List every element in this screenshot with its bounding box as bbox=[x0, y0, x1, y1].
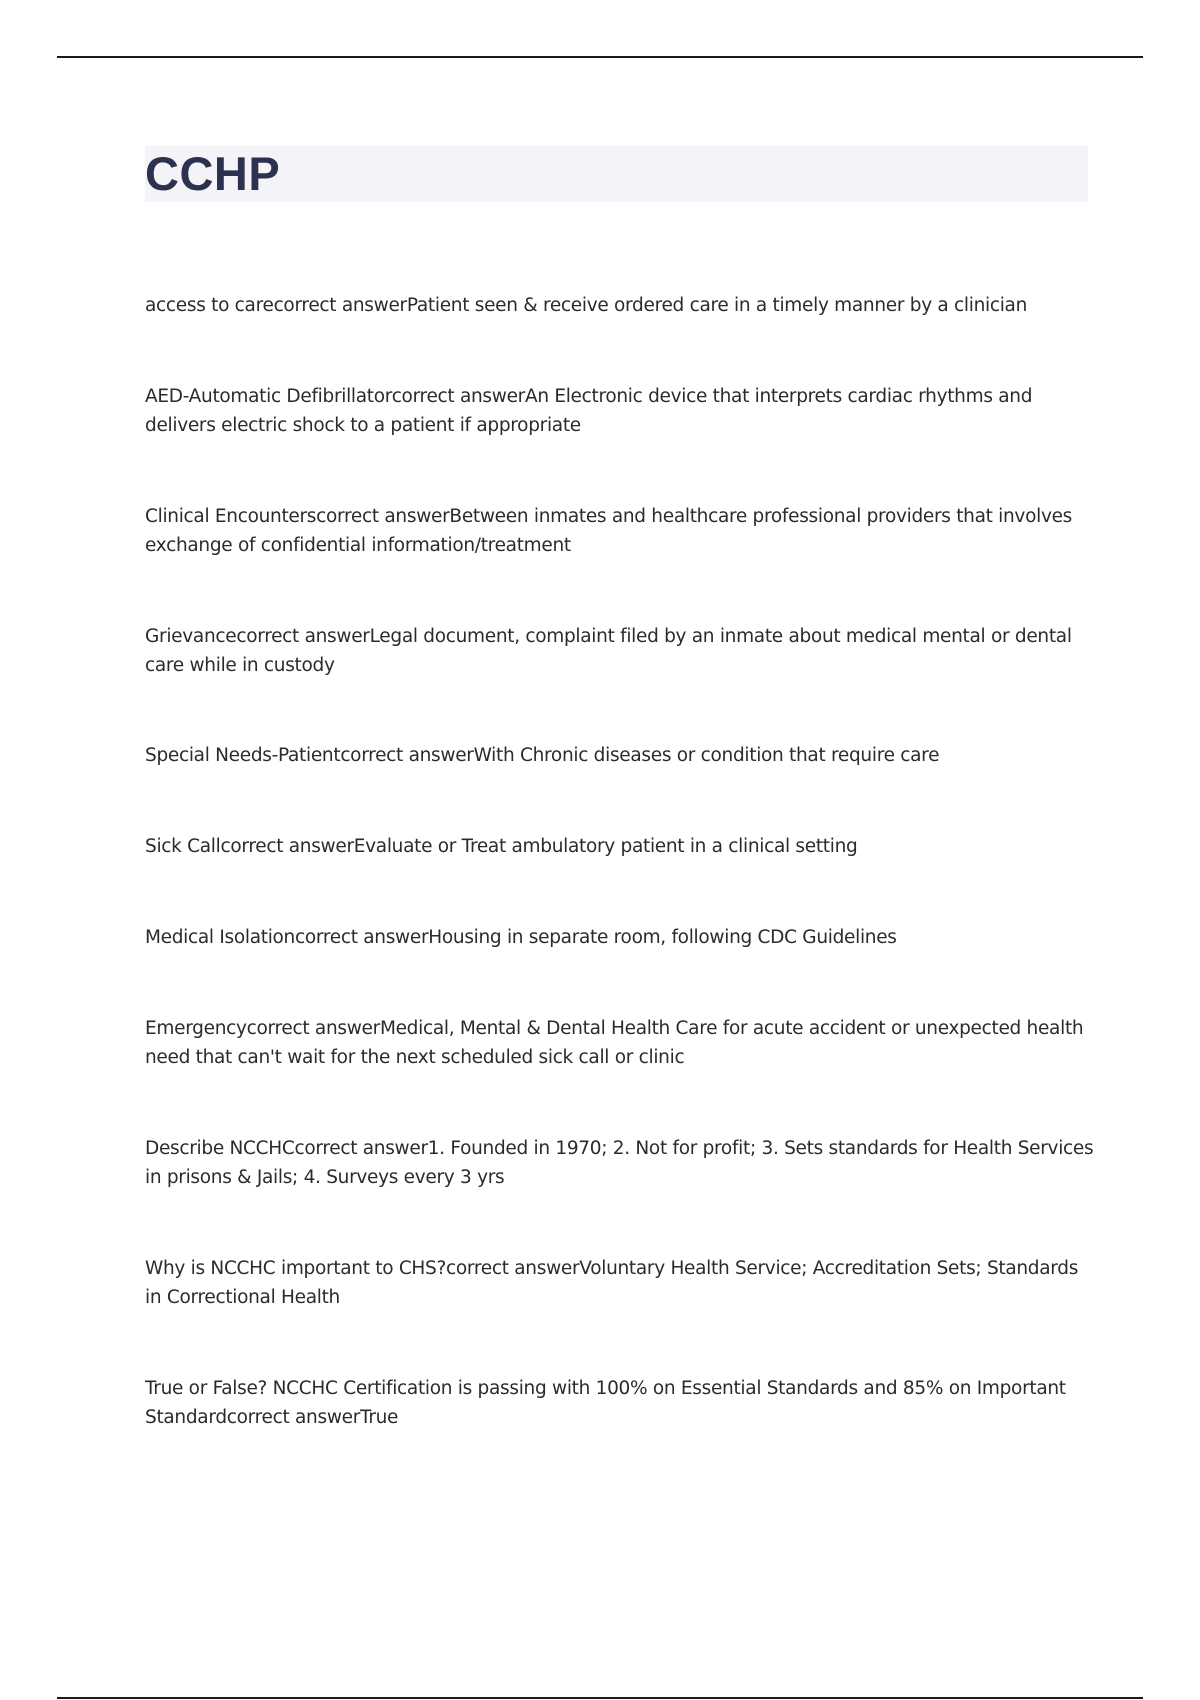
entry-separator: correct answer bbox=[294, 1138, 428, 1159]
flashcard-entry bbox=[145, 741, 1095, 770]
entry-term: Describe NCCHC bbox=[145, 1138, 295, 1159]
entry-answer: Evaluate or Treat ambulatory patient in a clinical setting bbox=[353, 836, 858, 857]
flashcard-entry bbox=[145, 923, 1095, 952]
entry-answer: Voluntary Health Service; Accreditation Sets; Standards in Correctional Health bbox=[145, 1258, 1079, 1308]
entry-answer: Legal document, complaint filed by an inmate about medical mental or dental care while in custody bbox=[145, 626, 1072, 676]
entry-answer: Between inmates and healthcare professional providers that involves exchange of confidential information/treatment bbox=[145, 506, 1073, 556]
entry-answer: Patient seen & receive ordered care in a timely manner by a clinician bbox=[406, 295, 1028, 316]
entry-separator: correct answer bbox=[236, 626, 370, 647]
entry-term: Grievance bbox=[145, 626, 237, 647]
flashcard-entry bbox=[145, 1254, 1095, 1312]
flashcard-entry bbox=[145, 382, 1095, 440]
entry-answer: An Electronic device that interprets cardiac rhythms and delivers electric shock to a patient if appropriate bbox=[145, 386, 1033, 436]
entry-term: Clinical Encounters bbox=[145, 506, 317, 527]
entry-answer: 1. Founded in 1970; 2. Not for profit; 3. Sets standards for Health Services in prisons & Jails; 4. Surveys every 3 yrs bbox=[145, 1138, 1094, 1188]
entry-term: Why is NCCHC important to CHS? bbox=[145, 1258, 447, 1279]
entry-term: Special Needs-Patient bbox=[145, 745, 341, 766]
entry-term: Sick Call bbox=[145, 836, 221, 857]
entry-term: AED-Automatic Defibrillator bbox=[145, 386, 392, 407]
flashcard-entry bbox=[145, 832, 1095, 861]
entry-separator: correct answer bbox=[294, 927, 429, 948]
flashcard-entry bbox=[145, 1374, 1095, 1432]
flashcard-entry bbox=[145, 622, 1095, 680]
entry-separator: correct answer bbox=[220, 836, 354, 857]
entry-answer: Housing in separate room, following CDC Guidelines bbox=[428, 927, 897, 948]
entry-term: Medical Isolation bbox=[145, 927, 295, 948]
entry-separator: correct answer bbox=[446, 1258, 580, 1279]
flashcard-entry bbox=[145, 502, 1095, 560]
entry-separator: correct answer bbox=[246, 1018, 380, 1039]
entry-term: Emergency bbox=[145, 1018, 247, 1039]
bottom-divider bbox=[57, 1697, 1143, 1699]
entry-answer: True bbox=[360, 1407, 399, 1428]
top-divider bbox=[57, 56, 1143, 58]
entry-separator: correct answer bbox=[226, 1407, 361, 1428]
flashcard-entry bbox=[145, 1134, 1095, 1192]
entry-answer: With Chronic diseases or condition that require care bbox=[473, 745, 940, 766]
entry-term: access to care bbox=[145, 295, 274, 316]
entry-separator: correct answer bbox=[273, 295, 407, 316]
flashcard-entry bbox=[145, 291, 1095, 320]
entry-term: True or False? NCCHC Certification is passing with 100% on Essential Standards and 85% on Important Standard bbox=[145, 1378, 1066, 1428]
title-band bbox=[145, 146, 1088, 202]
entry-answer: Medical, Mental & Dental Health Care for acute accident or unexpected health need that can't wait for the next scheduled sick call or clinic bbox=[145, 1018, 1084, 1068]
entry-separator: correct answer bbox=[316, 506, 450, 527]
entry-separator: correct answer bbox=[340, 745, 474, 766]
flashcard-entry bbox=[145, 1014, 1095, 1072]
document-title: CCHP bbox=[145, 147, 281, 200]
entry-separator: correct answer bbox=[391, 386, 525, 407]
